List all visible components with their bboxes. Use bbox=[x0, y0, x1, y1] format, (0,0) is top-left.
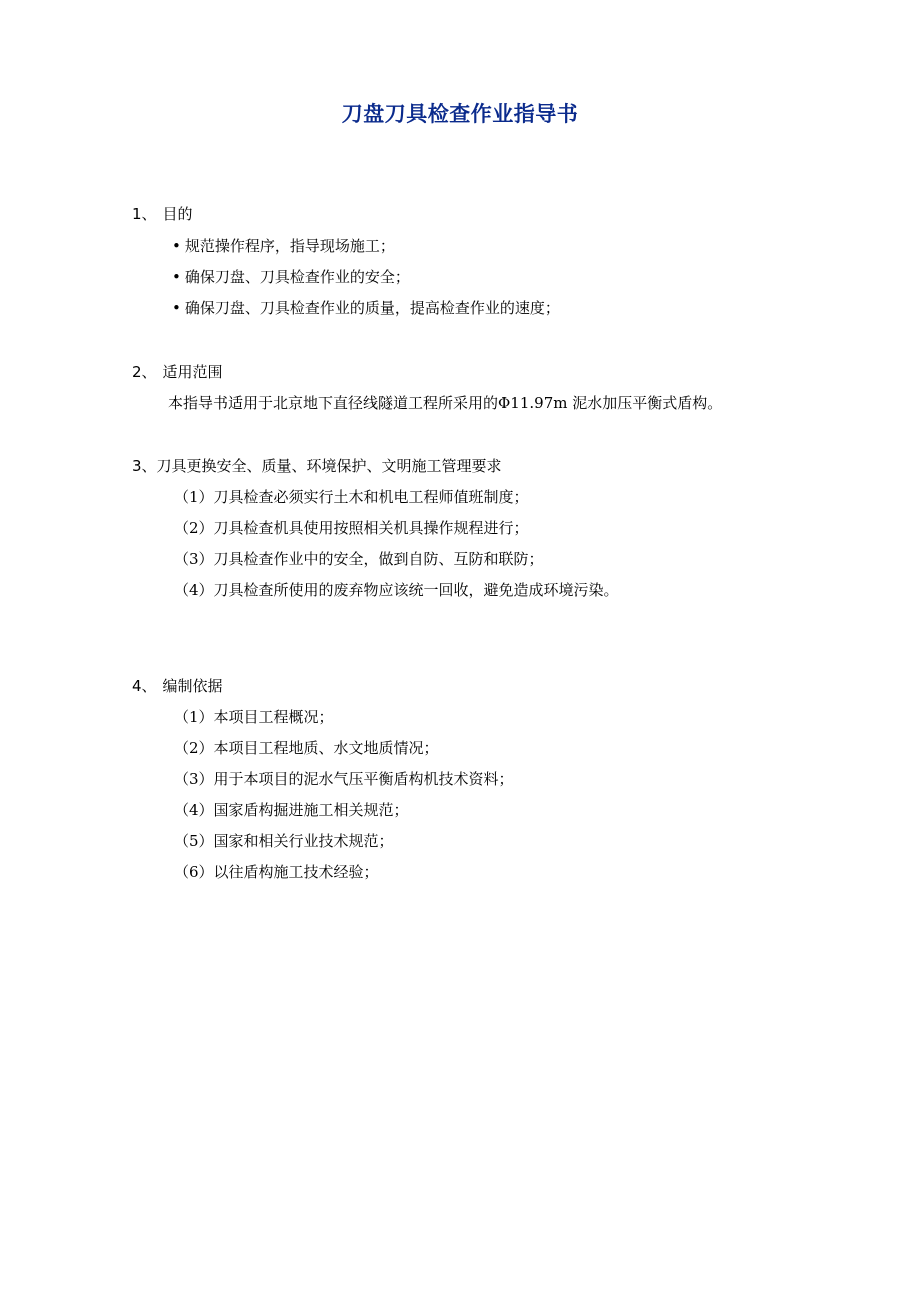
section-4-item: （1）本项目工程概况； bbox=[174, 708, 334, 726]
section-3-item: （3）刀具检查作业中的安全，做到自防、互防和联防； bbox=[174, 550, 544, 568]
section-2-title: 适用范围 bbox=[162, 363, 223, 381]
bullet-text: 规范操作程序，指导现场施工； bbox=[184, 237, 395, 255]
section-2-paragraph: 本指导书适用于北京地下直径线隧道工程所采用的Φ11.97m 泥水加压平衡式盾构。 bbox=[168, 394, 723, 412]
bullet-marker: • bbox=[172, 268, 181, 286]
section-1-bullet bbox=[172, 236, 395, 256]
section-4-number: 4、 bbox=[132, 677, 157, 695]
bullet-marker: • bbox=[172, 237, 181, 255]
section-3-number: 3、 bbox=[132, 457, 157, 475]
bullet-text: 确保刀盘、刀具检查作业的安全； bbox=[184, 268, 410, 286]
section-4-title: 编制依据 bbox=[162, 677, 223, 695]
section-3-item: （4）刀具检查所使用的废弃物应该统一回收，避免造成环境污染。 bbox=[174, 581, 619, 599]
section-3-heading bbox=[132, 456, 502, 476]
bullet-text: 确保刀盘、刀具检查作业的质量，提高检查作业的速度； bbox=[184, 299, 560, 317]
section-1-number: 1、 bbox=[132, 205, 157, 223]
section-1-heading bbox=[132, 204, 193, 224]
section-4-item: （5）国家和相关行业技术规范； bbox=[174, 832, 394, 850]
section-4-item: （6）以往盾构施工技术经验； bbox=[174, 863, 379, 881]
section-2-heading bbox=[132, 362, 223, 382]
section-1-bullet bbox=[172, 298, 560, 318]
section-4-item: （2）本项目工程地质、水文地质情况； bbox=[174, 739, 439, 757]
section-1-bullet bbox=[172, 267, 410, 287]
section-4-heading bbox=[132, 676, 223, 696]
document-title: 刀盘刀具检查作业指导书 bbox=[341, 102, 579, 126]
bullet-marker: • bbox=[172, 299, 181, 317]
section-3-item: （2）刀具检查机具使用按照相关机具操作规程进行； bbox=[174, 519, 529, 537]
section-4-item: （3）用于本项目的泥水气压平衡盾构机技术资料； bbox=[174, 770, 514, 788]
section-3-item: （1）刀具检查必须实行土木和机电工程师值班制度； bbox=[174, 488, 529, 506]
section-3-title: 刀具更换安全、质量、环境保护、文明施工管理要求 bbox=[156, 457, 502, 475]
section-2-number: 2、 bbox=[132, 363, 157, 381]
section-1-title: 目的 bbox=[162, 205, 193, 223]
section-4-item: （4）国家盾构掘进施工相关规范； bbox=[174, 801, 409, 819]
